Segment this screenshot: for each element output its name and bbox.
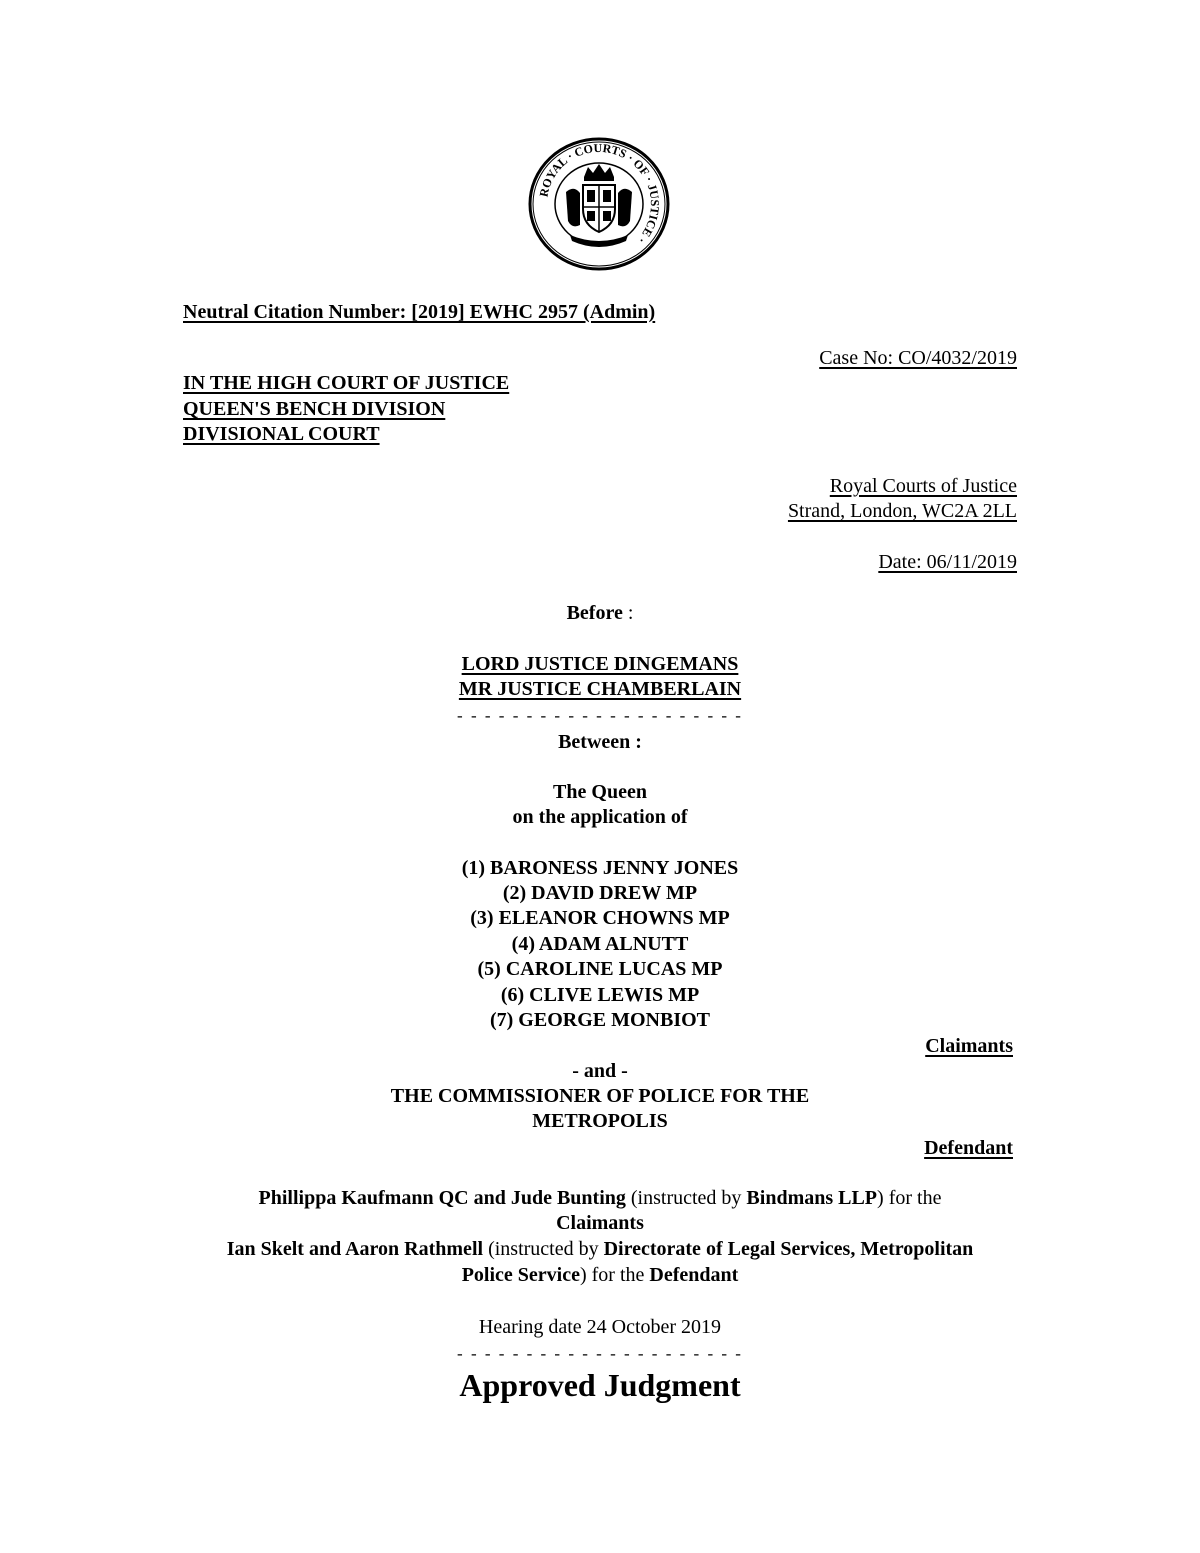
claimant-2: (2) DAVID DREW MP bbox=[502, 882, 698, 904]
before-colon: : bbox=[622, 602, 634, 624]
judge-1: LORD JUSTICE DINGEMANS bbox=[461, 653, 739, 675]
judge-2: MR JUSTICE CHAMBERLAIN bbox=[458, 678, 742, 700]
neutral-citation: Neutral Citation Number: [2019] EWHC 2957 (Admin) bbox=[183, 301, 656, 323]
defendant-name-line-1: THE COMMISSIONER OF POLICE FOR THE bbox=[390, 1085, 810, 1107]
on-application-of: on the application of bbox=[512, 806, 688, 828]
defendant-label: Defendant bbox=[924, 1137, 1013, 1159]
defendant-counsel-names: Ian Skelt and Aaron Rathmell bbox=[226, 1238, 484, 1260]
claimants-for-the: ) for the bbox=[877, 1187, 942, 1209]
court-line-3: DIVISIONAL COURT bbox=[183, 423, 380, 445]
counsel-claimants-party: Claimants bbox=[556, 1212, 644, 1234]
defendant-name-line-2: METROPOLIS bbox=[532, 1110, 668, 1132]
case-number: Case No: CO/4032/2019 bbox=[819, 347, 1017, 369]
before-label: Before bbox=[566, 602, 623, 624]
before-heading bbox=[0, 601, 1200, 626]
claimants-solicitors: Bindmans LLP bbox=[746, 1187, 878, 1209]
between-label: Between : bbox=[558, 731, 642, 753]
address-line-1: Royal Courts of Justice bbox=[829, 475, 1017, 497]
claimant-6: (6) CLIVE LEWIS MP bbox=[500, 984, 700, 1006]
counsel-defendant-line-2 bbox=[0, 1263, 1200, 1288]
and-separator: - and - bbox=[572, 1060, 628, 1082]
defendant-instructed-by: (instructed by bbox=[483, 1238, 604, 1260]
court-line-1: IN THE HIGH COURT OF JUSTICE bbox=[183, 372, 510, 394]
court-line-2: QUEEN'S BENCH DIVISION bbox=[183, 398, 446, 420]
divider-bottom: - - - - - - - - - - - - - - - - - - - - - bbox=[457, 1344, 743, 1363]
divider-top: - - - - - - - - - - - - - - - - - - - - - bbox=[457, 706, 743, 725]
seal-lettering: ROYAL · COURTS · OF · JUSTICE · bbox=[536, 140, 663, 247]
claimant-7: (7) GEORGE MONBIOT bbox=[489, 1009, 710, 1031]
royal-courts-seal-icon bbox=[528, 137, 670, 271]
claimants-counsel-names: Phillippa Kaufmann QC and Jude Bunting bbox=[258, 1187, 626, 1209]
defendant-party: Defendant bbox=[649, 1264, 739, 1286]
claimants-instructed-by: (instructed by bbox=[625, 1187, 747, 1209]
judgment-date: Date: 06/11/2019 bbox=[878, 551, 1017, 573]
claimant-4: (4) ADAM ALNUTT bbox=[511, 933, 689, 955]
claimant-5: (5) CAROLINE LUCAS MP bbox=[477, 958, 723, 980]
hearing-date: Hearing date 24 October 2019 bbox=[478, 1316, 722, 1338]
claimant-1: (1) BARONESS JENNY JONES bbox=[461, 857, 739, 879]
claimants-label: Claimants bbox=[925, 1035, 1013, 1057]
the-queen: The Queen bbox=[553, 781, 647, 803]
defendant-solicitors-a: Directorate of Legal Services, Metropolitan bbox=[603, 1238, 974, 1260]
defendant-for-the: ) for the bbox=[579, 1264, 650, 1286]
address-line-2: Strand, London, WC2A 2LL bbox=[787, 500, 1017, 522]
defendant-solicitors-b: Police Service bbox=[461, 1264, 580, 1286]
counsel-defendant-line-1 bbox=[0, 1237, 1200, 1262]
claimant-3: (3) ELEANOR CHOWNS MP bbox=[470, 907, 730, 929]
approved-judgment-title: Approved Judgment bbox=[459, 1367, 741, 1403]
counsel-claimants-line-1 bbox=[0, 1186, 1200, 1211]
